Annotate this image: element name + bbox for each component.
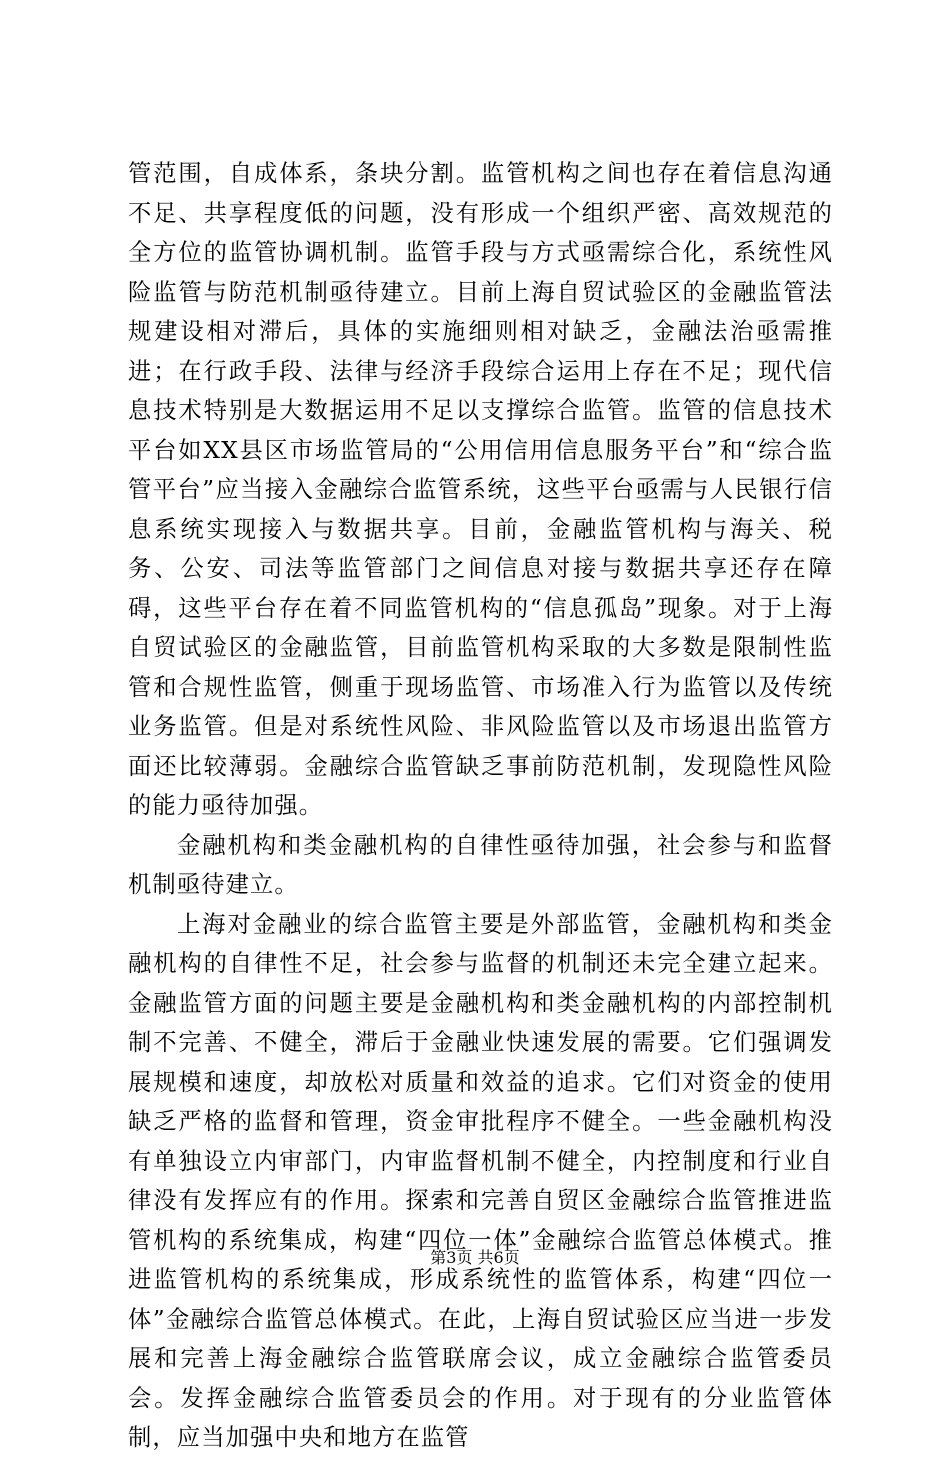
paragraph-3: 上海对金融业的综合监管主要是外部监管，金融机构和类金融机构的自律性不足，社会参与监督的机制还未完全建立起来。金融监管方面的问题主要是金融机构和类金融机构的内部控制机制不完善、不健全，滞后于金融业快速发展的需要。它们强调发展规模和速度，却放松对质量和效益的追求。它们对资金的使用缺乏严格的监督和管理，资金审批程序不健全。一些金融机构没有单独设立内审部门，内审监督机制不健全，内控制度和行业自律没有发挥应有的作用。探索和完善自贸区金融综合监管推进监管机构的系统集成，构建“四位一体”金融综合监管总体模式。推进监管机构的系统集成，形成系统性的监管体系，构建“四位一体”金融综合监管总体模式。在此，上海自贸试验区应当进一步发展和完善上海金融综合监管联席会议，成立金融综合监管委员会。发挥金融综合监管委员会的作用。对于现有的分业监管体制，应当加强中央和地方在监管 xyxy=(128,910,833,1451)
paragraph-2: 金融机构和类金融机构的自律性亟待加强，社会参与和监督机制亟待建立。 xyxy=(128,831,833,898)
page-footer: 第3页 共6页 xyxy=(430,1248,520,1267)
paragraph-1: 管范围，自成体系，条块分割。监管机构之间也存在着信息沟通不足、共享程度低的问题，没有形成一个组织严密、高效规范的全方位的监管协调机制。监管手段与方式亟需综合化，系统性风险监管与防范机制亟待建立。目前上海自贸试验区的金融监管法规建设相对滞后，具体的实施细则相对缺乏，金融法治亟需推进；在行政手段、法律与经济手段综合运用上存在不足；现代信息技术特别是大数据运用不足以支撑综合监管。监管的信息技术平台如XX县区市场监管局的“公用信用信息服务平台”和“综合监管平台”应当接入金融综合监管系统，这些平台亟需与人民银行信息系统实现接入与数据共享。目前，金融监管机构与海关、税务、公安、司法等监管部门之间信息对接与数据共享还存在障碍，这些平台存在着不同监管机构的“信息孤岛”现象。对于上海自贸试验区的金融监管，目前监管机构采取的大多数是限制性监管和合规性监管，侧重于现场监管、市场准入行为监管以及传统业务监管。但是对系统性风险、非风险监管以及市场退出监管方面还比较薄弱。金融综合监管缺乏事前防范机制，发现隐性风险的能力亟待加强。 xyxy=(128,160,833,819)
